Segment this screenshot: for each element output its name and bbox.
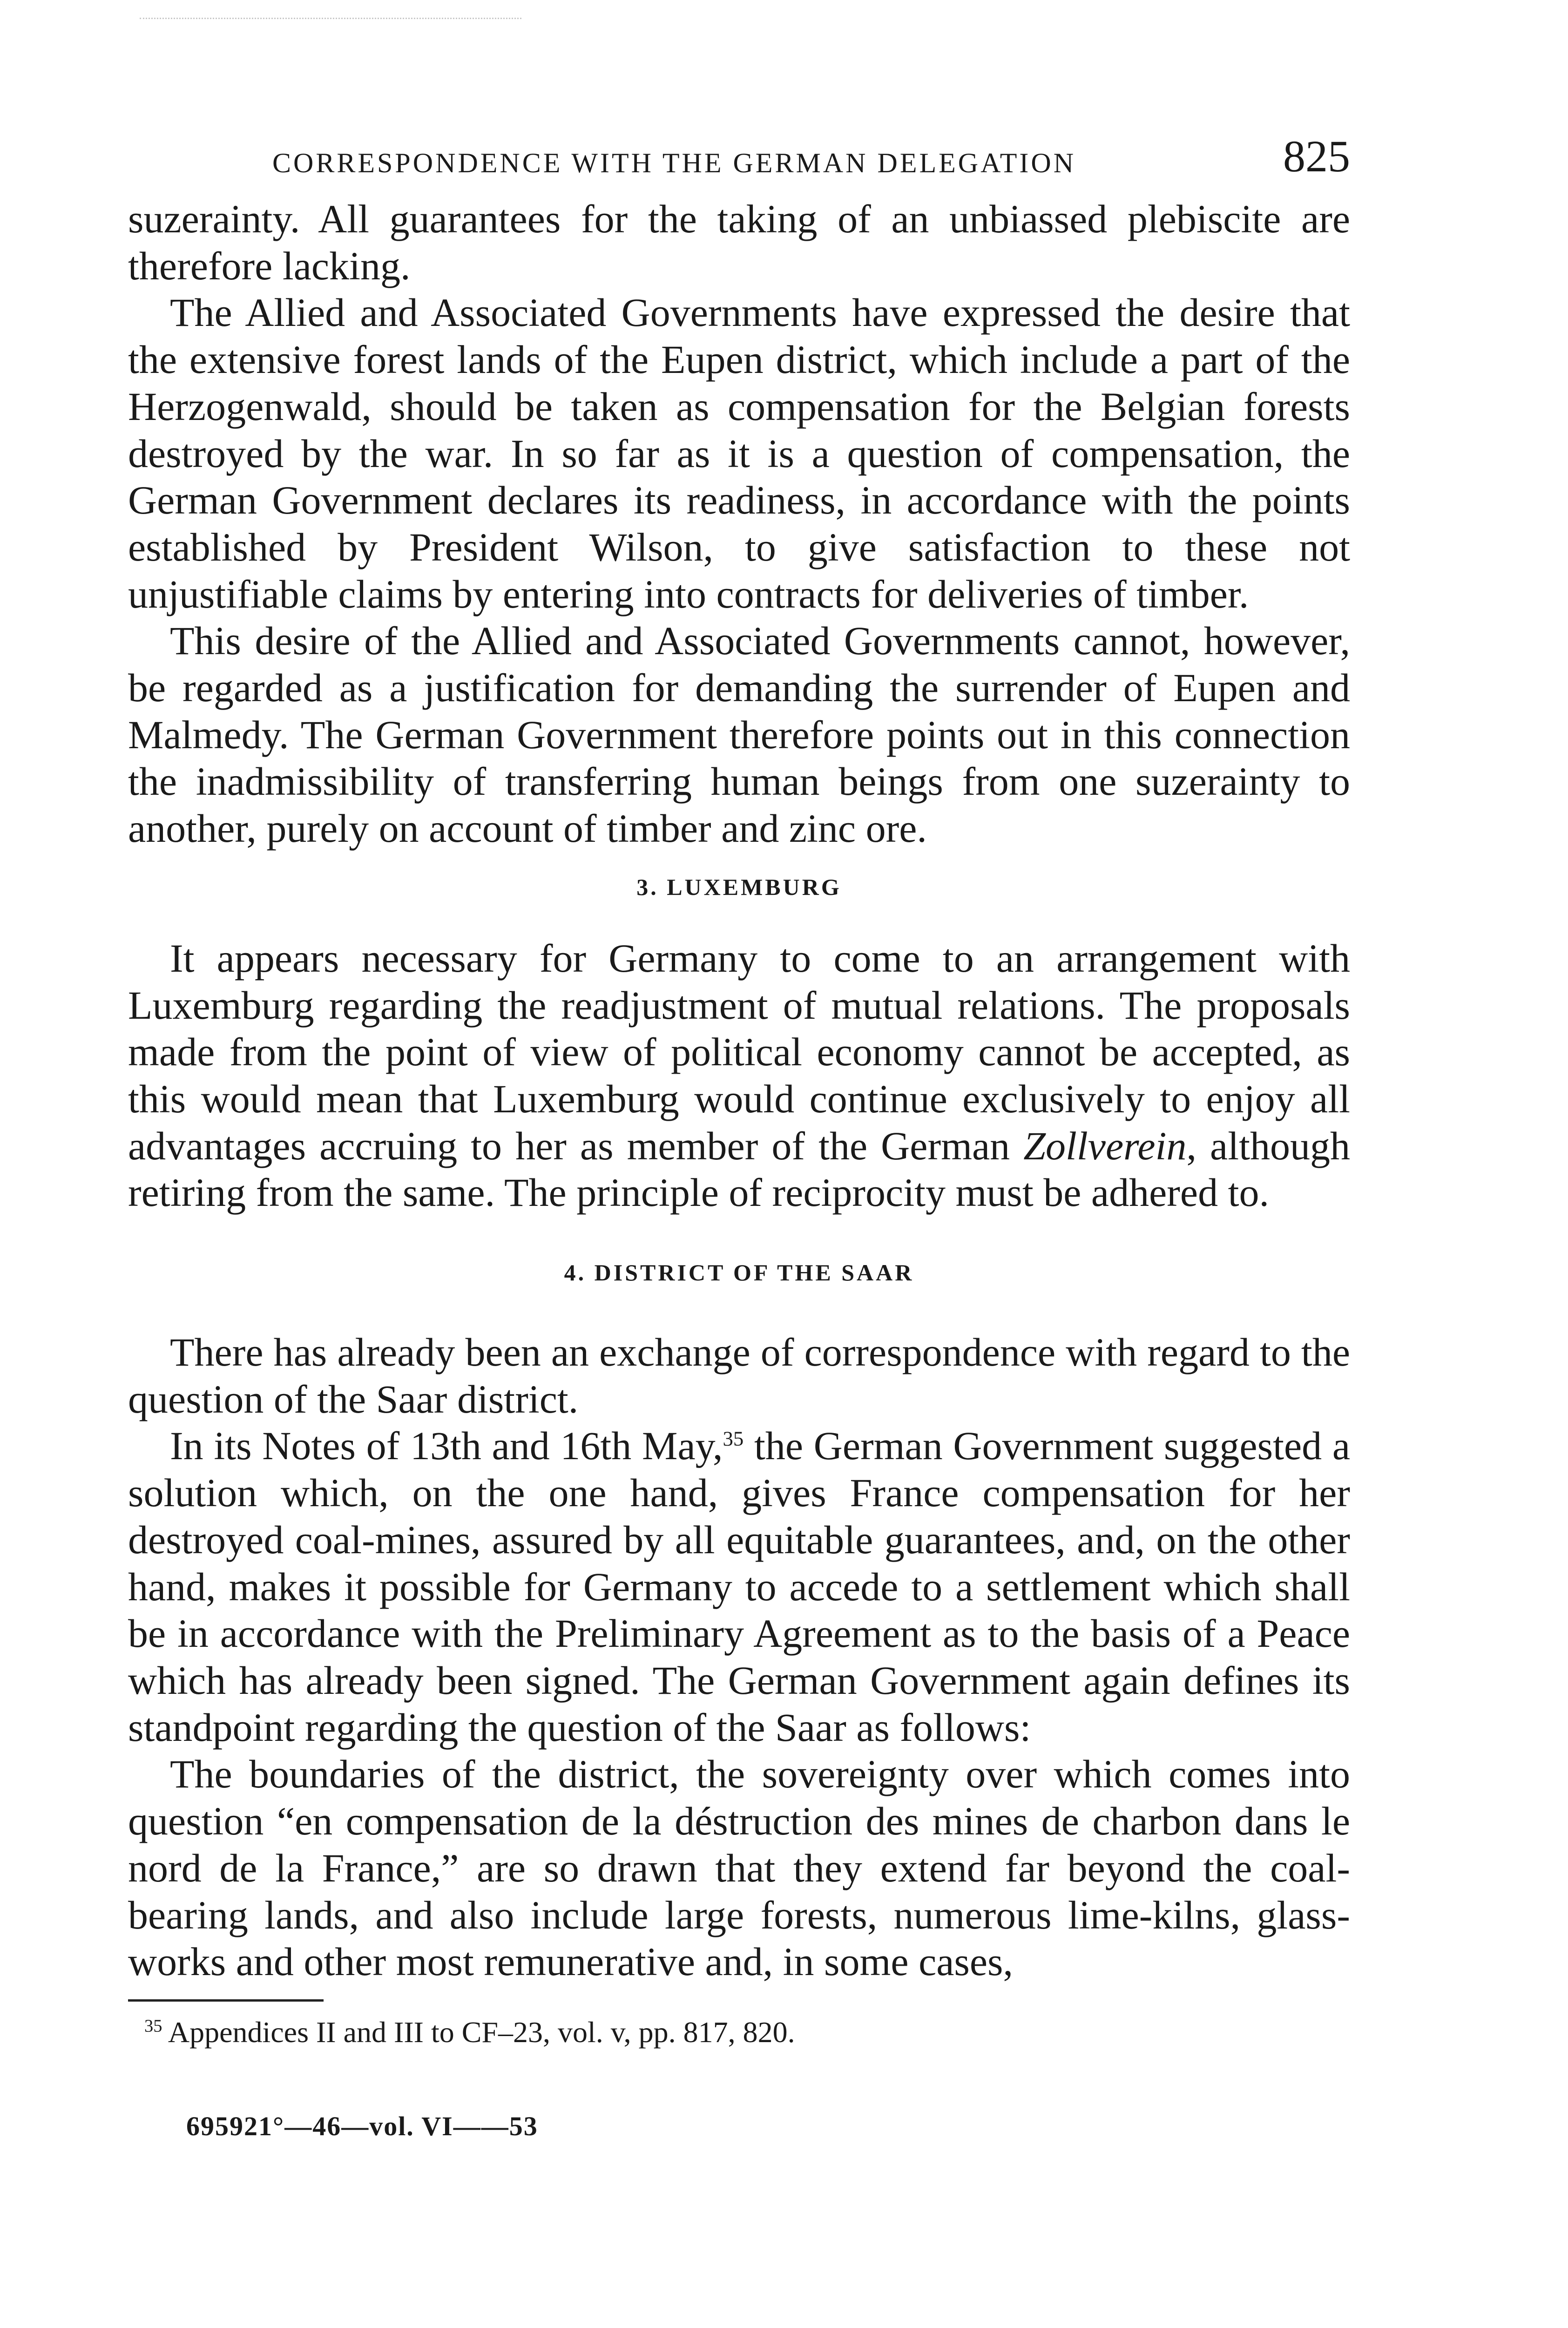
paragraph-saar-boundaries: The boundaries of the district, the sovereignty over which comes into question “en compensation de la déstruction des mines de charbon dans le nord de la France,” are so drawn that they extend far beyond the coal-bearing lands, and also include large forests, numerous lime-kilns, glass-works and other most remunerative and, in some cases,: [128, 1752, 1350, 1984]
paragraph-saar-notes: [128, 1422, 1350, 1751]
document-page: [128, 130, 1350, 2142]
paragraph-luxemburg: [128, 935, 1350, 1216]
section-heading-luxemburg: 3. LUXEMBURG: [636, 873, 842, 900]
footnote: [128, 2014, 1350, 2051]
page-number: 825: [1283, 131, 1350, 181]
footnote-divider: [128, 1999, 324, 2002]
body-text: [128, 196, 1350, 1985]
footnote-reference: 35: [723, 1427, 744, 1450]
footnote-marker: 35: [144, 2016, 162, 2036]
zollverein-term: Zollverein: [1023, 1123, 1187, 1168]
luxemburg-text-end: , although retiring from the same. The principle of reciprocity must be adhered to.: [128, 1123, 1350, 1215]
paragraph-saar-correspondence: There has already been an exchange of correspondence with regard to the question of the Saar district.: [128, 1330, 1350, 1421]
footnote-text: Appendices II and III to CF–23, vol. v, pp. 817, 820.: [168, 2015, 795, 2049]
saar-notes-text-end: the German Government suggested a solution which, on the one hand, gives France compensation for her destroyed coal-mines, assured by all equitable guarantees, and, on the other hand, makes it possible for Germany to accede to a settlement which shall be in accordance with the Preliminary Agreement as to the basis of a Peace which has already been signed. The German Government again defines its standpoint regarding the question of the Saar as follows:: [128, 1423, 1350, 1750]
section-heading-saar: 4. DISTRICT OF THE SAAR: [564, 1259, 914, 1286]
running-title: CORRESPONDENCE WITH THE GERMAN DELEGATION: [272, 148, 1076, 178]
saar-notes-text-start: In its Notes of 13th and 16th May,: [170, 1423, 723, 1469]
printer-code: 695921°—46—vol. VI——53: [186, 2111, 538, 2141]
paragraph-eupen-malmedy: This desire of the Allied and Associated Governments cannot, however, be regarded as a justification for demanding the surrender of Eupen and Malmedy. The German Government therefore points out in this connection the inadmissibility of transferring human beings from one suzerainty to another, purely on account of timber and zinc ore.: [128, 618, 1350, 851]
page-header: [128, 130, 1350, 196]
scan-artifact-line: [140, 18, 521, 19]
paragraph-eupen-forests: The Allied and Associated Governments have expressed the desire that the extensive forest lands of the Eupen district, which include a part of the Herzogenwald, should be taken as compensation for the Belgian forests destroyed by the war. In so far as it is a question of compensation, the German Government declares its readiness, in accordance with the points established by President Wilson, to give satisfaction to these not unjustifiable claims by entering into contracts for deliveries of timber.: [128, 290, 1350, 616]
paragraph-continuation: suzerainty. All guarantees for the taking of an unbiassed plebiscite are therefore lacking.: [128, 196, 1350, 288]
luxemburg-text-start: It appears necessary for Germany to come to an arrangement with Luxemburg regarding the readjustment of mutual relations. The proposals made from the point of view of political economy cannot be accepted, as this would mean that Luxemburg would continue exclusively to enjoy all advantages accruing to her as member of the German: [128, 935, 1350, 1168]
